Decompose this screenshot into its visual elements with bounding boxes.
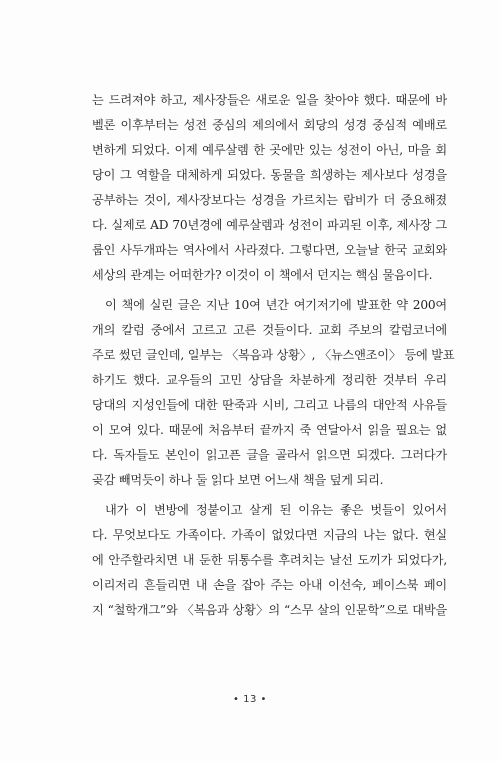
page-number: • 13 • xyxy=(233,694,267,705)
text-line: 개의 칼럼 중에서 고르고 고른 것들이다. 교회 주보의 칼럼코너에 xyxy=(92,323,447,337)
text-line: 벨론 이후부터는 성전 중심의 제의에서 회당의 성경 중심적 예배로 xyxy=(92,118,447,132)
text-line: 세상의 관계는 어떠한가? 이것이 이 책에서 던지는 핵심 물음이다. xyxy=(92,268,433,282)
text-line: 이 책에 실린 글은 지난 10여 년간 여기저기에 발표한 약 200여 xyxy=(105,298,447,312)
text-line: 이리저리 흔들리면 내 손을 잡아 주는 아내 이선숙, 페이스북 페이 xyxy=(92,578,447,592)
text-line: 공부하는 것이, 제사장보다는 성경을 가르치는 랍비가 더 중요해졌 xyxy=(92,193,447,207)
text-line: 주로 썼던 글인데, 일부는 〈복음과 상황〉, 〈뉴스앤조이〉 등에 발표 xyxy=(92,348,455,362)
text-line: 에 안주할라치면 내 둔한 뒤통수를 후려치는 날선 도끼가 되었다가, xyxy=(92,553,447,567)
text-line: 변하게 되었다. 이제 예루살렘 한 곳에만 있는 성전이 아닌, 마을 회 xyxy=(92,143,447,157)
text-line: 룹인 사두개파는 역사에서 사라졌다. 그렇다면, 오늘날 한국 교회와 xyxy=(92,243,447,257)
text-line: 다. 독자들도 본인이 읽고픈 글을 골라서 읽으면 되겠다. 그러다가 xyxy=(92,448,447,462)
body-text xyxy=(92,88,455,623)
text-line: 지 “철학개그”와 〈복음과 상황〉의 “스무 살의 인문학”으로 대박을 xyxy=(92,603,447,617)
text-line: 내가 이 변방에 정붙이고 살게 된 이유는 좋은 벗들이 있어서 xyxy=(105,503,447,517)
text-line: 는 드려져야 하고, 제사장들은 새로운 일을 찾아야 했다. 때문에 바 xyxy=(92,93,447,107)
text-line: 다. 실제로 AD 70년경에 예루살렘과 성전이 파괴된 이후, 제사장 그 xyxy=(92,218,447,232)
text-line: 당이 그 역할을 대체하게 되었다. 동물을 희생하는 제사보다 성경을 xyxy=(92,168,447,182)
text-line: 당대의 지성인들에 대한 딴죽과 시비, 그리고 나름의 대안적 사유들 xyxy=(92,398,447,412)
text-line: 이 모여 있다. 때문에 처음부터 끝까지 죽 연달아서 읽을 필요는 없 xyxy=(92,423,447,437)
text-line: 하기도 했다. 교우들의 고민 상담을 차분하게 정리한 것부터 우리 xyxy=(92,373,447,387)
text-line: 다. 무엇보다도 가족이다. 가족이 없었다면 지금의 나는 없다. 현실 xyxy=(92,528,447,542)
text-line: 곶감 빼먹듯이 하나 둘 읽다 보면 어느새 책을 덮게 되리. xyxy=(92,473,384,487)
